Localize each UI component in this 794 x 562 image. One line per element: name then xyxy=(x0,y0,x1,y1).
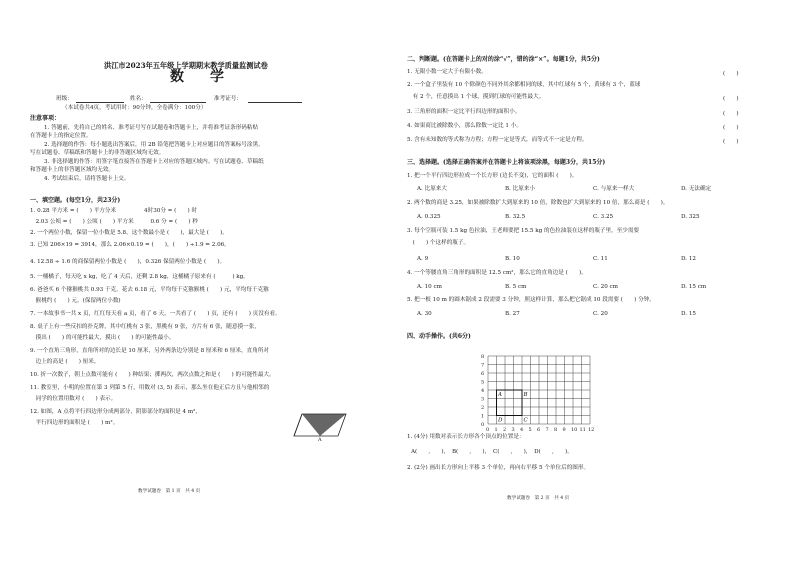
choice-question: ( ) 个这样的瓶子。 xyxy=(407,240,470,246)
subject-title: 数 学 xyxy=(170,69,230,85)
notice-line: 2. 选择题的作答：每小题选出答案后，用 2B 铅笔把答题卡上对应题目的答案标号涂黑。 xyxy=(44,142,264,148)
question: 1. 0.28 平方米 = ( ) 平方分米 4时30分 = ( ) 时 xyxy=(30,208,198,214)
class-label: 班级： xyxy=(56,96,73,102)
option: A. 比原来大 xyxy=(417,186,447,192)
exam-title: 洪江市2023年五年级上学期期末教学质量监测试卷 xyxy=(104,61,268,70)
option: C. 20 cm xyxy=(593,284,618,290)
x-tick-label: 4 xyxy=(520,427,524,433)
page-footer: 数学试题卷 第 1 页 共 4 页 xyxy=(138,489,201,494)
question: 摸出 ( ) 的可能性最大，摸出 ( ) 的可能性最小。 xyxy=(30,335,175,341)
question: 猴桃约 ( ) 元。(保留两位小数) xyxy=(30,298,121,304)
choice-question: 2. 两个数的商是 3.25，如果被除数扩大到原来的 10 倍，除数也扩大到原来的 10 倍，那么商是 ( )。 xyxy=(407,200,669,206)
parallelogram-figure xyxy=(280,408,350,442)
vertex-label: A xyxy=(498,392,502,398)
question: 平行四边形的面积是 ( ) m²。 xyxy=(30,420,119,426)
question: 10. 折一次数子，朝上点数可能有 ( ) 种结果；掷两次，两次点数之和是 ( ) 的可能性最大。 xyxy=(30,372,275,378)
option: D. 325 xyxy=(681,214,700,220)
question: 6. 爸爸买 6 个猕猴桃共 0.93 千克，花去 6.18 元，平均每千克猕猴桃 ( ) 元，平均每千克猕 xyxy=(30,287,269,293)
x-tick-label: 6 xyxy=(537,427,541,433)
option: B. 比原来小 xyxy=(505,186,536,192)
question: 12. 如图，A 点将平行四边形分成两部分，阴影部分的面积是 4 m²， xyxy=(30,409,201,415)
x-tick-label: 11 xyxy=(579,427,586,433)
y-tick-label: 5 xyxy=(481,379,485,386)
choice-question: 3. 每个空瓶可装 1.5 kg 色拉油，王老师要把 15.5 kg 的色拉油装在这样的瓶子里，至少需要 xyxy=(407,228,640,234)
name-field[interactable] xyxy=(150,102,206,103)
operation-question: 2. (2分) 画出长方形向上平移 3 个单位，再向右平移 5 个单位后的图形。 xyxy=(407,465,590,471)
notice-line: 在答题卡上的指定位置。 xyxy=(30,133,92,139)
class-field[interactable] xyxy=(76,102,124,103)
section-2-title: 二、判断题。(在答题卡上的对的涂“√”，错的涂“×”。每题1分，共5分) xyxy=(407,56,600,63)
x-tick-label: 2 xyxy=(503,427,507,433)
y-tick-label: 1 xyxy=(481,413,485,420)
option: C. 3.25 xyxy=(593,214,614,220)
y-tick-label: 8 xyxy=(481,354,485,360)
option: D. 无法确定 xyxy=(681,186,712,192)
x-tick-label: 12 xyxy=(588,427,595,433)
option: A. 10 cm xyxy=(417,284,442,290)
y-tick-label: 4 xyxy=(481,388,485,394)
notice-line: 和答题卡上的非答题区域均无效。 xyxy=(30,167,114,173)
judge-item: 4. 如果商比被除数小，那么除数一定比 1 小。 xyxy=(407,123,522,129)
option: C. 11 xyxy=(593,256,608,262)
choice-question: 1. 把一个平行四边形拉成一个长方形 (边长不变)，它的面积 ( )。 xyxy=(407,173,578,179)
question: 边上的高是 ( ) 厘米。 xyxy=(30,359,100,365)
exam-meta: （本试卷共4页，考试用时：90分钟，全卷满分：100分） xyxy=(62,105,207,111)
section-1-title: 一、填空题。(每空1分，共23分) xyxy=(30,197,121,204)
option: B. 5 cm xyxy=(505,284,527,290)
question: 3. 已知 206×19 = 3914，那么 2.06×0.19 = ( )，( ) ÷1.9 = 2.06。 xyxy=(30,242,230,248)
option: D. 15 xyxy=(681,311,696,317)
option: D. 15 cm xyxy=(681,284,707,290)
answer-paren[interactable]: ( ) xyxy=(723,96,739,102)
y-tick-label: 7 xyxy=(481,362,485,369)
coordinate-grid xyxy=(478,350,628,434)
question: 8. 桌子上有一些反扣的扑克牌，其中红桃有 3 张，黑桃有 9 张，方片有 6 张，随意摸一张， xyxy=(30,324,260,330)
option: C. 与原来一样大 xyxy=(593,186,635,192)
name-label: 姓名： xyxy=(130,96,147,102)
notice-line: 3. 非选择题的作答：用签字笔直接答在答题卡上对应的答题区域内。写在试题卷、草稿纸 xyxy=(44,159,264,165)
answer-paren[interactable]: ( ) xyxy=(723,125,739,131)
operation-question: 1. (4分) 用数对表示长方形各个顶点的位置是： xyxy=(407,434,525,440)
x-tick-label: 3 xyxy=(511,427,515,433)
x-tick-label: 5 xyxy=(528,427,532,433)
x-tick-label: 9 xyxy=(562,427,566,433)
y-tick-label: 2 xyxy=(481,405,485,411)
x-tick-label: 0 xyxy=(486,427,490,433)
right-page xyxy=(397,0,794,562)
option: A. 0.325 xyxy=(417,214,441,220)
vertex-label: C xyxy=(523,417,528,424)
ticket-label: 准考证号： xyxy=(214,96,242,102)
x-tick-label: 1 xyxy=(494,427,498,433)
x-tick-label: 10 xyxy=(571,427,578,433)
answer-paren[interactable]: ( ) xyxy=(723,111,739,117)
notice-line: 4. 考试结束后，请将答题卡上交。 xyxy=(44,176,130,182)
judge-item: 5. 含有未知数的等式称为方程；方程一定是等式，而等式不一定是方程。 xyxy=(407,137,588,143)
answer-paren[interactable]: ( ) xyxy=(723,71,739,77)
x-tick-label: 8 xyxy=(554,427,558,433)
vertex-label: B xyxy=(523,392,528,398)
notice-line: 1. 答题前，先将自己的姓名、准考证号写在试题卷和答题卡上，并将准考证条形码粘贴 xyxy=(44,125,259,131)
section-4-title: 四、动手操作。(共6分) xyxy=(407,333,471,340)
judge-item: 1. 无限小数一定大于有限小数。 xyxy=(407,69,487,75)
ticket-field[interactable] xyxy=(248,102,302,103)
question: 5. 一桶橘子，每天吃 x kg，吃了 4 天后，还剩 2.8 kg，这桶橘子原来有 ( ) kg。 xyxy=(30,274,249,280)
page-footer: 数学试题卷 第 2 页 共 4 页 xyxy=(507,496,570,501)
y-tick-label: 3 xyxy=(481,396,485,403)
question: 4. 12.58 ÷ 1.6 的商保留两位小数是 ( )，0.326 保留两位小数是 ( )。 xyxy=(30,259,226,265)
answer-paren[interactable]: ( ) xyxy=(723,139,739,145)
section-3-title: 三、选择题。(选择正确答案并在答题卡上将该项涂黑，每题3分，共15分) xyxy=(407,159,606,166)
notice-line: 写在试题卷、草稿纸和答题卡上的非答题区域均无效。 xyxy=(30,150,165,156)
question: 2.03 公顷 = ( ) 公顷 ( ) 平方米 0.6 分 = ( ) 秒 xyxy=(30,219,198,225)
notice-title: 注意事项： xyxy=(30,115,61,122)
option: B. 10 xyxy=(505,256,520,262)
y-tick-label: 6 xyxy=(481,371,485,377)
choice-question: 5. 把一根 10 m 的圆木锯成 2 段需要 3 分钟，照这样计算，那么把它锯成 10 段需要 ( ) 分钟。 xyxy=(407,297,655,303)
judge-item: 有 2 个，任意摸出 1 个球，摸到红球的可能性最大。 xyxy=(407,94,545,100)
option: A. 30 xyxy=(417,311,432,317)
question: 7. 一本故事书一共 x 页，红红每天看 a 页，看了 6 天，一共看了 ( ) 页，还有 ( ) 页没有看。 xyxy=(30,311,281,317)
judge-item: 3. 三角形的面积一定比平行四边形的面积小。 xyxy=(407,109,521,115)
option: A. 9 xyxy=(417,256,429,262)
question: 11. 教室里，小明的位置在第 3 列第 5 行，用数对 (3, 5) 表示，那么坐在他正后方且与他相邻的 xyxy=(30,385,270,391)
option: C. 20 xyxy=(593,311,608,317)
operation-answer: A( , )， B( , )， C( , )， D( , )。 xyxy=(411,449,573,455)
judge-item: 2. 一个盒子里装有 10 个除颜色不同外其余都相同的球，其中红球有 5 个，黄球有 3 个，蓝球 xyxy=(407,82,641,88)
y-tick-label: 0 xyxy=(481,422,485,428)
question: 同学的位置用数对 ( ) 表示。 xyxy=(30,396,117,402)
option: B. 27 xyxy=(505,311,520,317)
vertex-label: D xyxy=(498,417,503,424)
option: D. 12 xyxy=(681,256,696,262)
question: 2. 一个两位小数，保留一位小数是 5.8，这个数最小是 ( )，最大是 ( )。 xyxy=(30,230,228,236)
choice-question: 4. 一个等腰直角三角形的面积是 12.5 cm²，那么它的直角边是 ( )。 xyxy=(407,270,587,276)
figure-point-label: A xyxy=(318,437,322,443)
x-tick-label: 7 xyxy=(545,427,549,433)
question: 9. 一个直角三角形，直角所对的边长是 10 厘米，另外两条边分别是 8 厘米和 6 厘米，直角所对 xyxy=(30,348,269,354)
option: B. 32.5 xyxy=(505,214,526,220)
